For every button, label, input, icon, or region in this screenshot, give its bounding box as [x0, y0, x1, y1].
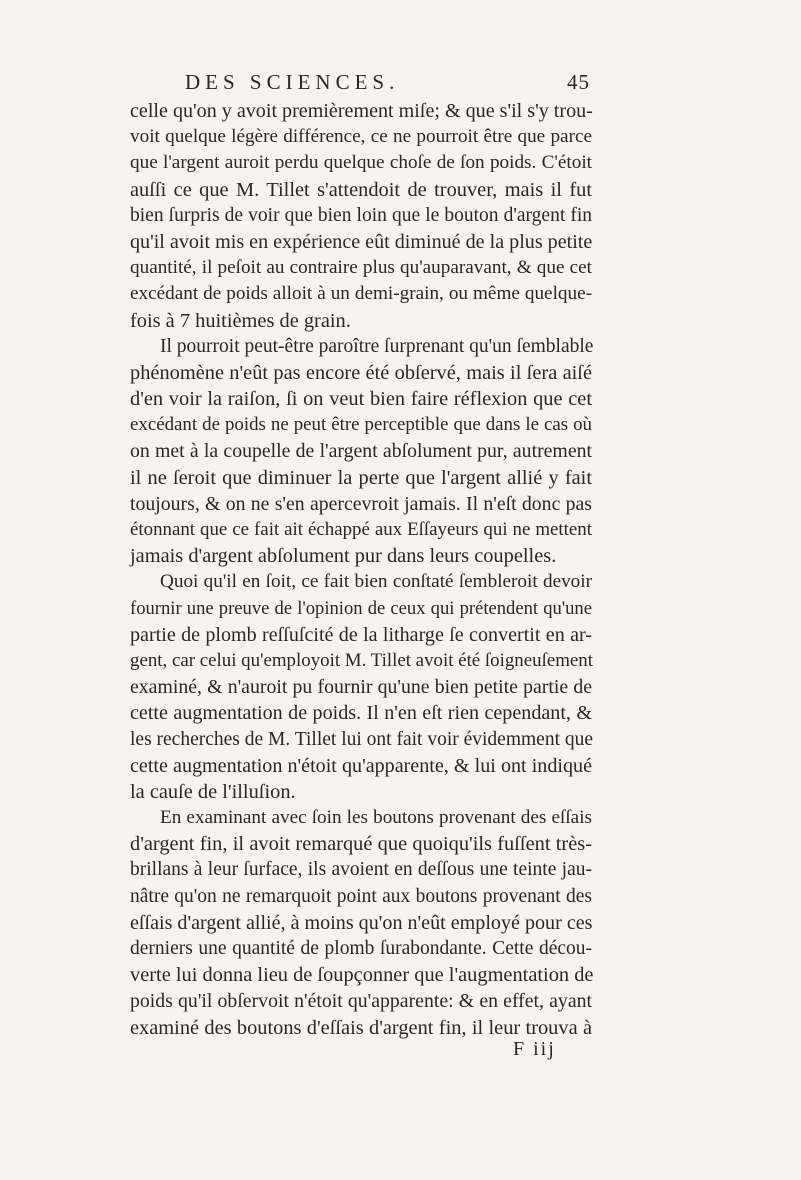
text-line: excédant de poids alloit à un demi-grain, ou même quelque- [130, 283, 592, 305]
text-line: on met à la coupelle de l'argent abſolument pur, autrement [130, 440, 592, 463]
text-line: que l'argent auroit perdu quelque choſe de ſon poids. C'étoit [130, 152, 592, 174]
text-line: phénomène n'eût pas encore été obſervé, mais il ſera aiſé [130, 361, 592, 384]
running-head [185, 70, 590, 95]
text-line: toujours, & on ne s'en apercevroit jamais. Il n'eſt donc pas [130, 492, 592, 515]
text-line: qu'il avoit mis en expérience eût diminué de la plus petite [130, 230, 593, 253]
text-line: d'argent fin, il avoit remarqué que quoiqu'ils fuſſent très- [130, 833, 592, 856]
text-line: examiné, & n'auroit pu fournir qu'une bien petite partie de [130, 676, 592, 699]
text-line: cette augmentation n'étoit qu'apparente, & lui ont indiqué [130, 754, 592, 777]
text-line: jamais d'argent abſolument pur dans leurs coupelles. [130, 545, 557, 568]
text-line: brillans à leur ſurface, ils avoient en deſſous une teinte jau- [130, 859, 592, 881]
text-line: la cauſe de l'illuſion. [130, 780, 296, 803]
text-line: cette augmentation de poids. Il n'en eſt rien cependant, & [130, 702, 592, 725]
text-line: Il pourroit peut-être paroître ſurprenant qu'un ſemblable [160, 335, 594, 357]
text-line: voit quelque légère différence, ce ne pourroit être que parce [130, 126, 592, 148]
text-line: fois à 7 huitièmes de grain. [130, 309, 351, 332]
running-head-title: DES SCIENCES. [185, 70, 400, 94]
text-line: examiné des boutons d'eſſais d'argent fin, il leur trouva à [130, 1016, 592, 1039]
text-line: poids qu'il obſervoit n'étoit qu'apparente: & en effet, ayant [130, 990, 592, 1013]
text-line: En examinant avec ſoin les boutons provenant des eſſais [160, 807, 592, 829]
text-line: les recherches de M. Tillet lui ont fait voir évidemment que [130, 728, 594, 750]
text-line: gent, car celui qu'employoit M. Tillet avoit été ſoigneuſement [130, 649, 593, 671]
text-line: excédant de poids ne peut être perceptible que dans le cas où [130, 414, 592, 436]
text-line: partie de plomb reſſuſcité de la litharge ſe convertit en ar- [130, 623, 592, 646]
text-line: il ne ſeroit que diminuer la perte que l'argent allié y fait [130, 466, 592, 489]
text-line: verte lui donna lieu de ſoupçonner que l'augmentation de [130, 964, 594, 987]
text-line: d'en voir la raiſon, ſi on veut bien faire réflexion que cet [130, 388, 592, 411]
signature-mark: F iij [513, 1038, 556, 1060]
text-line: bien ſurpris de voir que bien loin que le bouton d'argent fin [130, 204, 592, 226]
text-line: fournir une preuve de l'opinion de ceux qui prétendent qu'une [130, 597, 592, 619]
text-line: quantité, il peſoit au contraire plus qu'auparavant, & que cet [130, 257, 592, 279]
page-number: 45 [567, 70, 590, 94]
text-line: Quoi qu'il en ſoit, ce fait bien conſtaté ſembleroit devoir [160, 571, 592, 593]
body-text [130, 98, 592, 1041]
text-line: derniers une quantité de plomb ſurabondante. Cette décou- [130, 938, 592, 959]
text-line: celle qu'on y avoit premièrement miſe; & que s'il s'y trou- [130, 100, 593, 122]
text-line: auſſi ce que M. Tillet s'attendoit de trouver, mais il fut [130, 178, 592, 201]
text-line: nâtre qu'on ne remarquoit point aux boutons provenant des [130, 885, 592, 907]
text-line: étonnant que ce fait ait échappé aux Eſſayeurs qui ne mettent [130, 519, 592, 540]
text-line: eſſais d'argent allié, à moins qu'on n'eût employé pour ces [130, 911, 593, 934]
